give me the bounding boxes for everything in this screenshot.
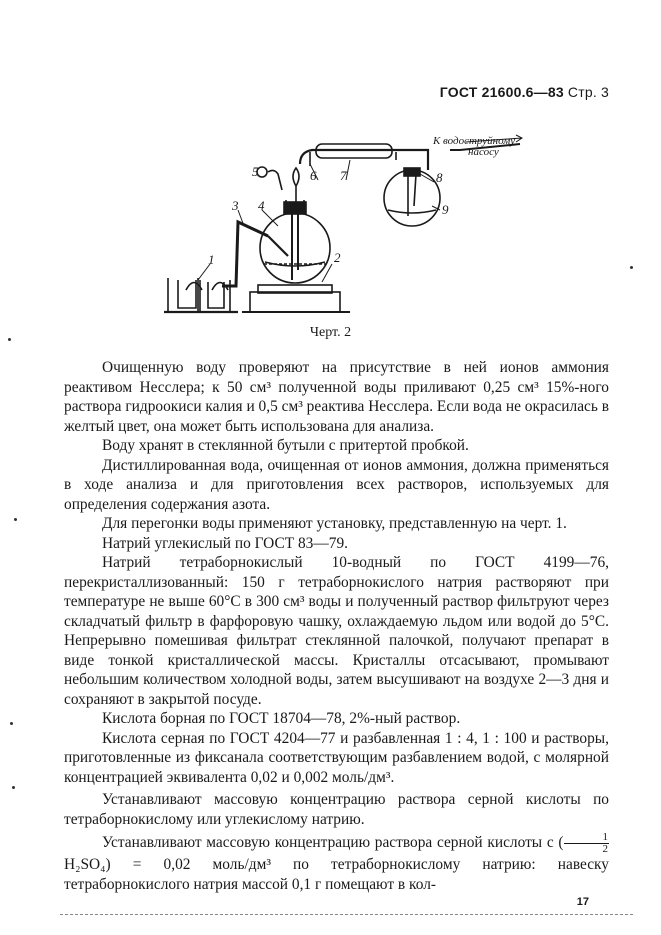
figure-label-2: 2 <box>334 250 341 265</box>
page-header <box>440 84 609 100</box>
paragraph: Устанавливают массовую концентрацию раствора серной кислоты по тетраборнокислому или углекислому натрию. <box>64 791 609 828</box>
figure-label-6: 6 <box>310 168 317 183</box>
paragraph: Натрий углекислый по ГОСТ 83—79. <box>102 534 348 552</box>
paragraph: Очищенную воду проверяют на присутствие в ней ионов аммония реактивом Несслера; к 50 см³ полученной воды приливают 0,25 см³ 15%-ного раствора гидроокиси калия и 0,5 см³ реактива Несслера. Если вода не окрасилась в желтый цвет, она может быть использована для анализа. <box>64 359 609 435</box>
paragraph: Кислота серная по ГОСТ 4204—77 и разбавленная 1 : 4, 1 : 100 и растворы, приготовленные из фиксанала соответствующим разбавлением водой, с молярной концентрацией эквивалента 0,02 и 0,002 моль/дм³. <box>64 729 609 786</box>
chemical-formula: H₂SO₄ <box>64 856 106 873</box>
paragraph: Кислота борная по ГОСТ 18704—78, 2%-ный раствор. <box>102 710 461 727</box>
document-body <box>64 358 609 894</box>
scan-speck <box>8 338 11 341</box>
formula-lead-text: Устанавливают массовую концентрацию раствора серной кислоты c ( <box>102 834 564 852</box>
scan-speck <box>12 786 15 789</box>
formula-trail-text: ) = 0,02 моль/дм³ по тетраборнокислому натрию: навеску тетраборнокислого натрия массой 0,1 г помещают в кол- <box>64 856 609 893</box>
figure-label-7: 7 <box>340 168 347 183</box>
receiver-vessel-inner <box>178 280 196 308</box>
figure-label-4: 4 <box>258 198 265 213</box>
paragraph: Воду хранят в стеклянной бутыли с притертой пробкой. <box>102 437 469 454</box>
scan-speck <box>630 266 633 269</box>
scan-speck <box>10 722 13 725</box>
stopper <box>284 202 306 214</box>
bottom-rule <box>60 914 633 915</box>
figure-label-1: 1 <box>208 252 215 267</box>
paragraph: Дистиллированная вода, очищенная от ионов аммония, должна применяться в ходе анализа и для приготовления всех растворов, используемых для определения содержания азота. <box>64 456 609 513</box>
figure-label-5: 5 <box>252 164 259 179</box>
fraction-denominator: 2 <box>602 843 608 855</box>
figure-caption: Черт. 2 <box>309 325 352 340</box>
figure-label-3: 3 <box>232 198 239 213</box>
distillation-apparatus-figure <box>150 130 550 315</box>
figure-label-8: 8 <box>436 170 443 185</box>
annotation-pump-line1: К водоструйному <box>433 135 516 147</box>
round-flask <box>260 213 330 283</box>
scan-speck <box>14 518 17 521</box>
paragraph-with-formula <box>64 832 609 894</box>
page-number-label: Стр. 3 <box>567 84 609 100</box>
paragraph: Натрий тетраборнокислый 10-водный по ГОСТ 4199—76, перекристаллизованный: 150 г тетраборнокислого натрия растворяют при температуре не выше 60°С в 300 см³ воды и полученный раствор фильтруют через складчатый фильтр в фарфоровую чашку, охлаждаемую льдом или водой до 5°С. Непрерывно помешивая фильтрат стеклянной палочкой, получают препарат в виде тонкой кристаллической массы. Кристаллы отсасывают, промывают небольшим количеством холодной воды, затем высушивают на воздухе 2—3 дня и сохраняют в закрытой посуде. <box>64 554 609 708</box>
folio-number: 17 <box>576 896 589 908</box>
annotation-pump-line2: насосу <box>468 146 499 158</box>
standard-number: ГОСТ 21600.6—83 <box>439 84 564 100</box>
receiving-flask <box>384 170 440 226</box>
paragraph: Для перегонки воды применяют установку, представленную на черт. 1. <box>102 515 567 532</box>
fraction <box>564 832 610 855</box>
figure-label-9: 9 <box>442 202 449 217</box>
fraction-numerator: 1 <box>564 832 610 844</box>
